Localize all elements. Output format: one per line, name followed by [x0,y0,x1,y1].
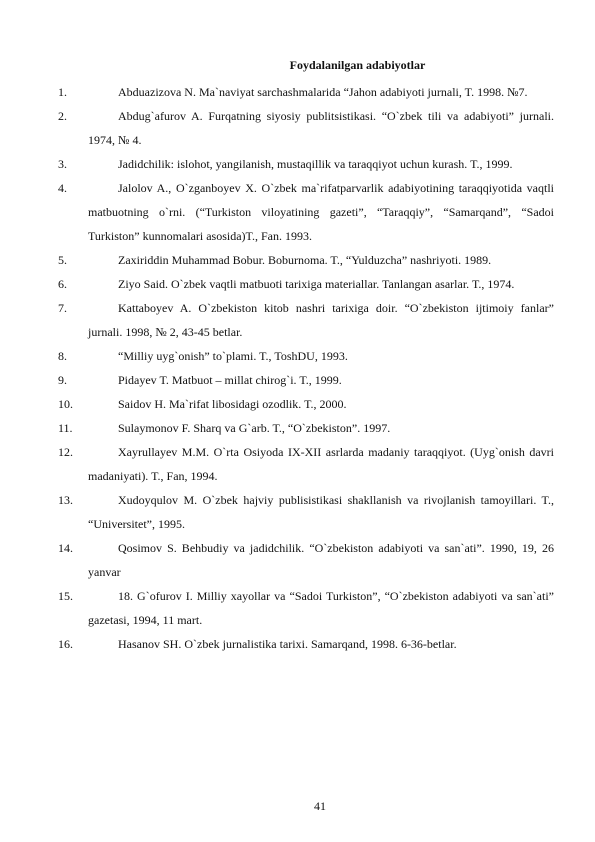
reference-text: Xayrullayev M.M. O`rta Osiyoda IX-XII asrlarda madaniy taraqqiyot. (Uyg`onish davri madaniyati). T., Fan, 1994. [88,445,554,483]
reference-number: 16. [58,637,73,651]
reference-number: 3. [58,157,67,171]
reference-number: 12. [58,445,73,459]
reference-text: Kattaboyev A. O`zbekiston kitob nashri tarixiga doir. “O`zbekiston ijtimoiy fanlar” jurnali. 1998, № 2, 43-45 betlar. [88,301,554,339]
reference-text: Ziyo Said. O`zbek vaqtli matbuoti tarixiga materiallar. Tanlangan asarlar. T., 1974. [118,277,515,291]
reference-text: Hasanov SH. O`zbek jurnalistika tarixi. Samarqand, 1998. 6-36-betlar. [118,637,457,651]
reference-text: Jalolov A., O`zganboyev X. O`zbek ma`rifatparvarlik adabiyotining taraqqiyotida vaqtli matbuotning o`rni. (“Turkiston viloyatining gazeti”, “Taraqqiy”, “Samarqand”, “Sadoi Turkiston” kunnomalari asosida)T., Fan. 1993. [88,181,554,243]
reference-number: 2. [58,109,67,123]
reference-item [58,104,554,152]
reference-item [58,176,554,248]
reference-number: 4. [58,181,67,195]
reference-item [58,584,554,632]
reference-number: 9. [58,373,67,387]
page-number: 41 [314,799,326,813]
reference-number: 11. [58,421,73,435]
reference-item [58,632,554,656]
reference-item [58,440,554,488]
reference-item [58,344,554,368]
reference-text: Abdug`afurov A. Furqatning siyosiy publitsistikasi. “O`zbek tili va adabiyoti” jurnali. 1974, № 4. [88,109,554,147]
reference-number: 6. [58,277,67,291]
reference-item [58,272,554,296]
reference-item [58,80,554,104]
reference-number: 13. [58,493,73,507]
reference-item [58,368,554,392]
reference-item [58,248,554,272]
reference-list [58,80,554,656]
page-title: Foydalanilgan adabiyotlar [289,58,426,72]
reference-item [58,488,554,536]
reference-text: Pidayev T. Matbuot – millat chirog`i. T., 1999. [118,373,342,387]
reference-text: Zaxiriddin Muhammad Bobur. Boburnoma. T., “Yulduzcha” nashriyoti. 1989. [118,253,492,267]
reference-number: 15. [58,589,73,603]
reference-item [58,152,554,176]
reference-number: 10. [58,397,73,411]
reference-text: Qosimov S. Behbudiy va jadidchilik. “O`zbekiston adabiyoti va san`ati”. 1990, 19, 26 yanvar [88,541,554,579]
reference-text: Jadidchilik: islohot, yangilanish, mustaqillik va taraqqiyot uchun kurash. T., 1999. [118,157,513,171]
reference-text: Xudoyqulov M. O`zbek hajviy publisistikasi shakllanish va rivojlanish tamoyillari. T., “Universitet”, 1995. [88,493,554,531]
reference-number: 5. [58,253,67,267]
reference-text: “Milliy uyg`onish” to`plami. T., ToshDU, 1993. [118,349,348,363]
reference-item [58,416,554,440]
reference-number: 1. [58,85,67,99]
reference-text: 18. G`ofurov I. Milliy xayollar va “Sadoi Turkiston”, “O`zbekiston adabiyoti va san`ati” gazetasi, 1994, 11 mart. [88,589,554,627]
reference-number: 8. [58,349,67,363]
reference-text: Saidov H. Ma`rifat libosidagi ozodlik. T., 2000. [118,397,347,411]
reference-item [58,536,554,584]
reference-number: 7. [58,301,67,315]
reference-text: Sulaymonov F. Sharq va G`arb. T., “O`zbekiston”. 1997. [118,421,391,435]
reference-item [58,392,554,416]
reference-text: Abduazizova N. Ma`naviyat sarchashmalarida “Jahon adabiyoti jurnali, T. 1998. №7. [118,85,528,99]
reference-number: 14. [58,541,73,555]
reference-item [58,296,554,344]
